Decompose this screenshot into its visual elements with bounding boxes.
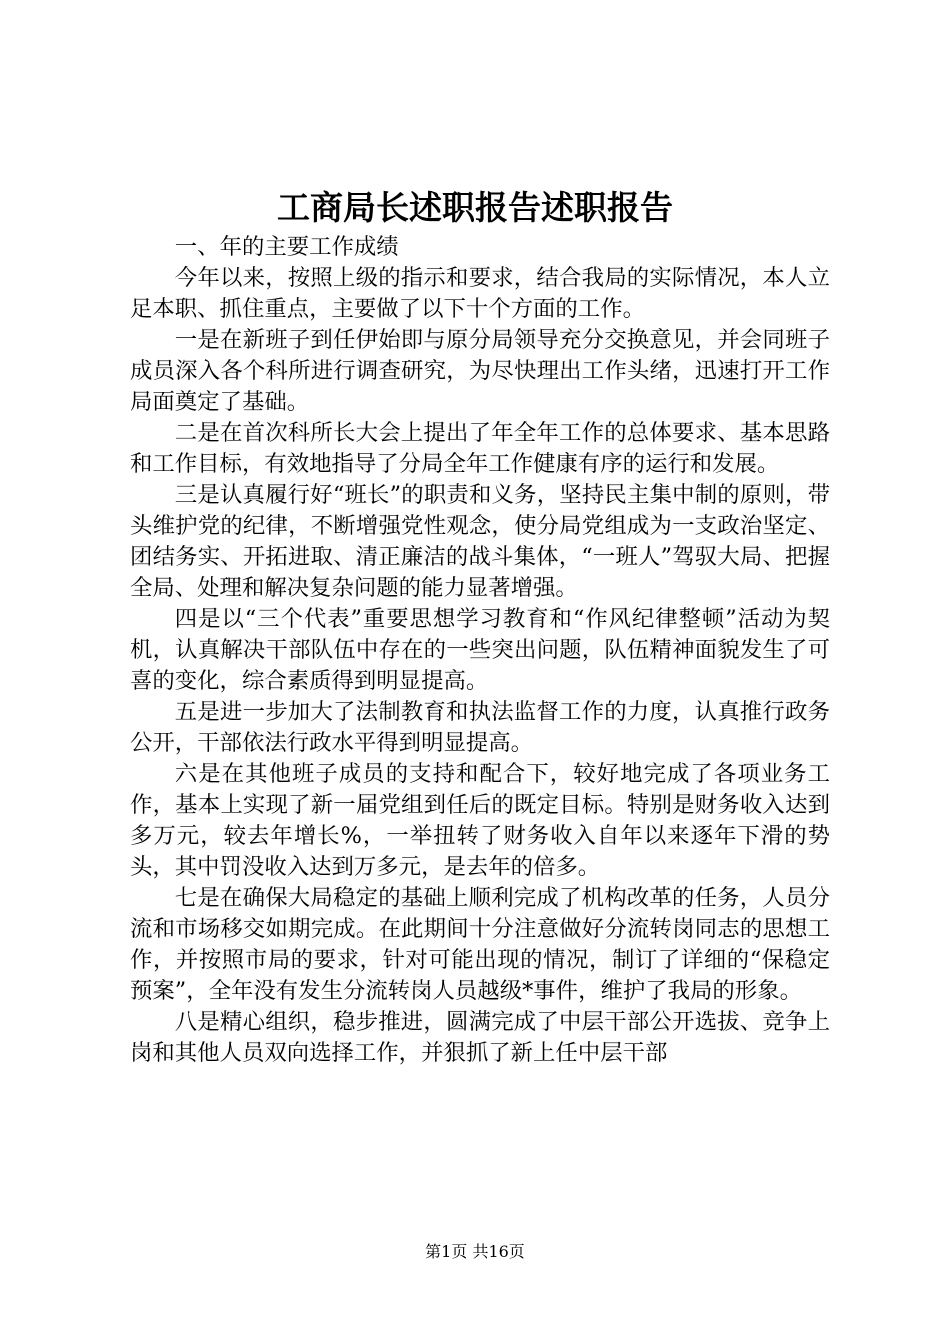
paragraph-item-5: 五是进一步加大了法制教育和执法监督工作的力度，认真推行政务公开，干部依法行政水平得到明显提高。: [130, 699, 830, 756]
section-heading: 一、年的主要工作成绩: [174, 234, 399, 260]
paragraph-item-2: 二是在首次科所长大会上提出了年全年工作的总体要求、基本思路和工作目标，有效地指导了分局全年工作健康有序的运行和发展。: [130, 420, 830, 477]
paragraph-item-8: 八是精心组织，稳步推进，圆满完成了中层干部公开选拔、竞争上岗和其他人员双向选择工作，并狠抓了新上任中层干部: [130, 1009, 830, 1066]
document-body: [130, 232, 830, 1069]
paragraph-item-6: 六是在其他班子成员的支持和配合下，较好地完成了各项业务工作，基本上实现了新一届党组到任后的既定目标。特别是财务收入达到多万元，较去年增长%，一举扭转了财务收入自年以来逐年下滑的势头，其中罚没收入达到万多元，是去年的倍多。: [130, 761, 830, 880]
paragraph-item-7: 七是在确保大局稳定的基础上顺利完成了机构改革的任务，人员分流和市场移交如期完成。在此期间十分注意做好分流转岗同志的思想工作，并按照市局的要求，针对可能出现的情况，制订了详细的“保稳定预案”，全年没有发生分流转岗人员越级*事件，维护了我局的形象。: [130, 885, 830, 1004]
page-number-footer: 第1页 共16页: [425, 1242, 525, 1261]
paragraph-item-4: 四是以“三个代表”重要思想学习教育和“作风纪律整顿”活动为契机，认真解决干部队伍中存在的一些突出问题，队伍精神面貌发生了可喜的变化，综合素质得到明显提高。: [130, 606, 830, 694]
document-title: 工商局长述职报告述职报告: [277, 188, 673, 227]
paragraph-intro: 今年以来，按照上级的指示和要求，结合我局的实际情况，本人立足本职、抓住重点，主要做了以下十个方面的工作。: [130, 265, 830, 322]
paragraph-item-3: 三是认真履行好“班长”的职责和义务，坚持民主集中制的原则，带头维护党的纪律，不断增强党性观念，使分局党组成为一支政治坚定、团结务实、开拓进取、清正廉洁的战斗集体，“一班人”驾驭大局、把握全局、处理和解决复杂问题的能力显著增强。: [130, 482, 830, 601]
paragraph-item-1: 一是在新班子到任伊始即与原分局领导充分交换意见，并会同班子成员深入各个科所进行调查研究，为尽快理出工作头绪，迅速打开工作局面奠定了基础。: [130, 327, 830, 415]
